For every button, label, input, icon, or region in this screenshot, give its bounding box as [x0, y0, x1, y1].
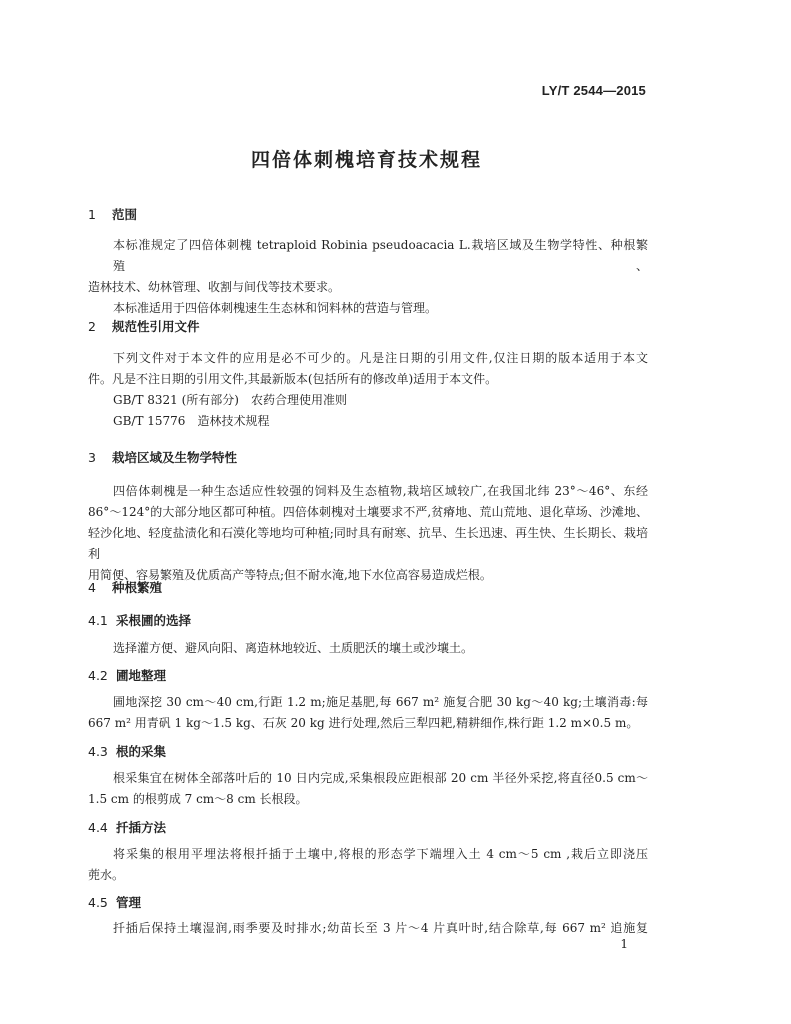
- paragraph-line: 件。凡是不注日期的引用文件,其最新版本(包括所有的修改单)适用于本文件。: [88, 372, 498, 386]
- section-number: 4.3: [88, 744, 108, 759]
- paragraph-line: 将采集的根用平埋法将根扦插于土壤中,将根的形态学下端埋入土 4 cm～5 cm ,栽后立即浇压: [113, 847, 648, 861]
- reference-item: GB/T 15776 造林技术规程: [113, 414, 270, 428]
- section-number: 2: [88, 319, 96, 334]
- section-heading-4: [88, 578, 162, 596]
- section-3-body: [88, 481, 648, 586]
- paragraph-line: 扦插后保持土壤湿润,雨季要及时排水;幼苗长至 3 片～4 片真叶时,结合除草,每 667 m² 追施复: [113, 921, 648, 935]
- section-1-body: [88, 235, 648, 319]
- paragraph-line: 667 m² 用青矾 1 kg～1.5 kg、石灰 20 kg 进行处理,然后三犁四耙,精耕细作,株行距 1.2 m×0.5 m。: [88, 716, 639, 730]
- subsection-heading-4-4: [88, 818, 166, 836]
- subsection-heading-4-1: [88, 611, 191, 629]
- section-number: 1: [88, 207, 96, 222]
- page-number: 1: [620, 937, 628, 951]
- paragraph-line: 本标准适用于四倍体刺槐速生生态林和饲料林的营造与管理。: [113, 301, 438, 315]
- section-number: 4.5: [88, 895, 108, 910]
- paragraph-line: 蔸水。: [88, 868, 125, 882]
- section-title: 扦插方法: [116, 820, 167, 835]
- paragraph-line: 下列文件对于本文件的应用是必不可少的。凡是注日期的引用文件,仅注日期的版本适用于本文: [113, 351, 648, 365]
- section-title: 范围: [112, 207, 138, 222]
- section-title: 管理: [116, 895, 142, 910]
- paragraph-line: 86°～124°的大部分地区都可种植。四倍体刺槐对土壤要求不严,贫瘠地、荒山荒地、退化草场、沙滩地、: [88, 505, 648, 519]
- subsection-4-2-body: [88, 692, 648, 734]
- subsection-heading-4-3: [88, 742, 166, 760]
- paragraph-line: 1.5 cm 的根剪成 7 cm～8 cm 长根段。: [88, 792, 308, 806]
- section-number: 4.2: [88, 668, 108, 683]
- subsection-4-1-body: [88, 638, 648, 659]
- paragraph-line: 选择灌方便、避风向阳、离造林地较近、土质肥沃的壤土或沙壤土。: [113, 641, 474, 655]
- section-title: 栽培区域及生物学特性: [112, 450, 238, 465]
- section-heading-1: [88, 205, 137, 223]
- paragraph-line: 根采集宜在树体全部落叶后的 10 日内完成,采集根段应距根部 20 cm 半径外采挖,将直径0.5 cm～: [113, 771, 648, 785]
- subsection-heading-4-5: [88, 893, 141, 911]
- paragraph-line: 四倍体刺槐是一种生态适应性较强的饲料及生态植物,栽培区域较广,在我国北纬 23°～46°、东经: [113, 484, 648, 498]
- section-title: 规范性引用文件: [112, 319, 200, 334]
- paragraph-line: 造林技术、幼林管理、收割与间伐等技术要求。: [88, 280, 341, 294]
- section-number: 3: [88, 450, 96, 465]
- section-title: 采根圃的选择: [116, 613, 192, 628]
- reference-item: GB/T 8321 (所有部分) 农药合理使用准则: [113, 393, 347, 407]
- section-number: 4.1: [88, 613, 108, 628]
- subsection-heading-4-2: [88, 666, 166, 684]
- section-number: 4.4: [88, 820, 108, 835]
- subsection-4-4-body: [88, 844, 648, 886]
- section-title: 根的采集: [116, 744, 167, 759]
- section-heading-3: [88, 448, 237, 466]
- section-heading-2: [88, 317, 200, 335]
- standard-code: LY/T 2544—2015: [541, 83, 646, 98]
- section-number: 4: [88, 580, 96, 595]
- subsection-4-3-body: [88, 768, 648, 810]
- paragraph-line: 本标准规定了四倍体刺槐 tetraploid Robinia pseudoacacia L.栽培区域及生物学特性、种根繁殖、: [113, 238, 648, 273]
- section-2-body: [88, 348, 648, 432]
- section-title: 种根繁殖: [112, 580, 163, 595]
- document-title: 四倍体刺槐培育技术规程: [250, 149, 482, 171]
- paragraph-line: 用简便、容易繁殖及优质高产等特点;但不耐水淹,地下水位高容易造成烂根。: [88, 568, 492, 582]
- section-title: 圃地整理: [116, 668, 167, 683]
- paragraph-line: 轻沙化地、轻度盐渍化和石漠化等地均可种植;同时具有耐寒、抗旱、生长迅速、再生快、生长期长、栽培利: [88, 526, 648, 561]
- paragraph-line: 圃地深挖 30 cm～40 cm,行距 1.2 m;施足基肥,每 667 m² 施复合肥 30 kg～40 kg;土壤消毒:每: [113, 695, 648, 709]
- subsection-4-5-body: [88, 918, 648, 939]
